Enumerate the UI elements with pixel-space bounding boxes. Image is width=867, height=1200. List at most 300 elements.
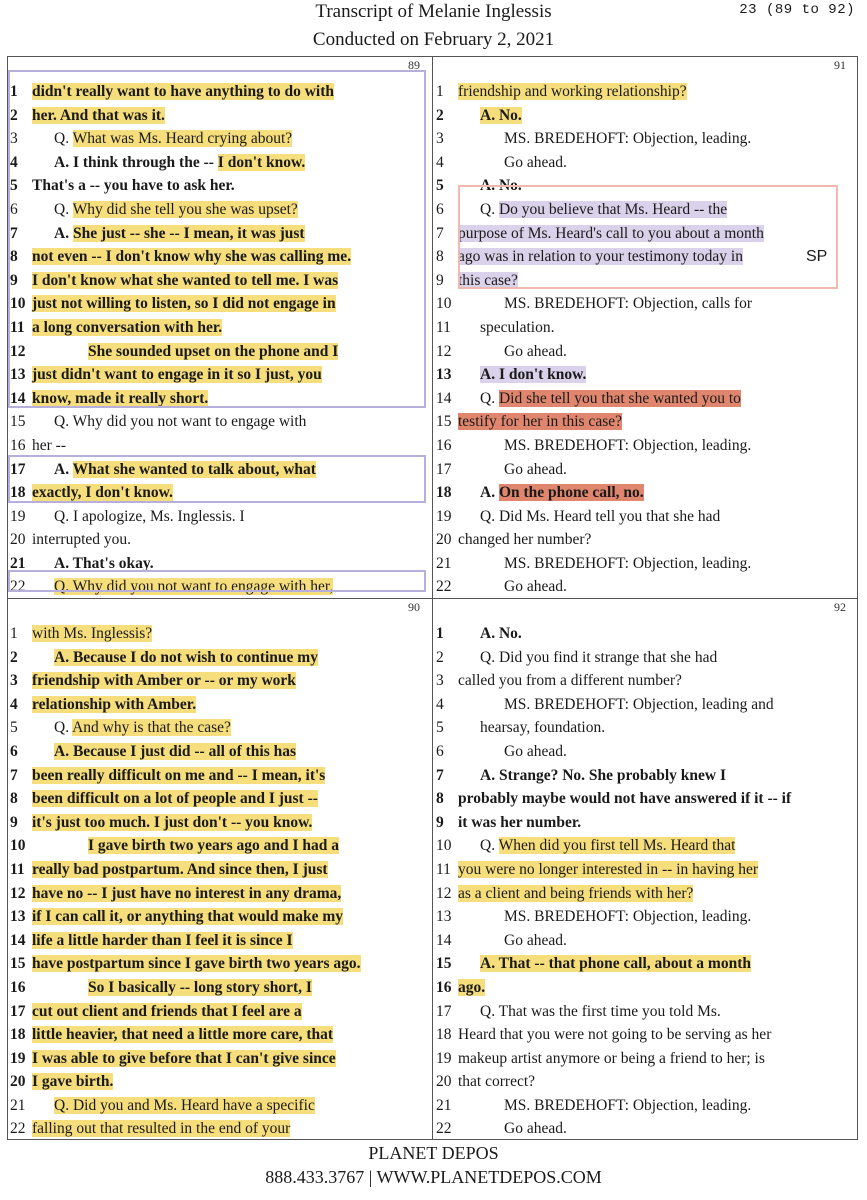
line-text: makeup artist anymore or being a friend to her; is [458,1049,765,1067]
transcript-line [436,292,854,316]
line-body [504,461,567,478]
line-text: Q. Did Ms. Heard tell you that she had [480,507,721,525]
line-body [32,932,293,949]
line-text: Go ahead. [504,931,567,949]
line-number: 10 [436,295,452,313]
line-text: didn't really want to have anything to do with [32,83,335,100]
line-prefix: A. [480,484,499,502]
transcript-line [436,764,854,788]
page-range: 23 (89 to 92) [739,2,855,18]
transcript-line [10,1023,428,1047]
transcript-line [436,1000,854,1024]
line-body [504,555,751,572]
line-number: 5 [10,177,18,195]
line-number: 3 [10,130,18,148]
line-text: have postpartum since I gave birth two years ago. [32,955,361,973]
line-text: Q. That was the first time you told Ms. [480,1002,721,1020]
footer-company: PLANET DEPOS [368,1143,499,1163]
line-prefix: A. [54,460,73,478]
line-text: know, made it really short. [32,389,209,407]
line-text: Go ahead. [504,578,567,596]
transcript-lines [436,80,854,599]
transcript-line [10,410,428,434]
line-number: 13 [436,366,452,384]
line-body [480,508,720,525]
transcript-lines [436,622,854,1141]
transcript-line [436,505,854,529]
line-number: 2 [10,648,18,666]
line-number: 11 [10,318,25,336]
transcript-line [436,1117,854,1141]
line-body [504,908,751,925]
line-body [480,719,605,736]
line-number: 22 [436,578,452,596]
transcript-line [10,834,428,858]
line-prefix: Q. [54,130,73,148]
transcript-line [436,434,854,458]
line-body [480,484,644,501]
line-text: That's a -- you have to ask her. [32,177,235,195]
line-text: relationship with Amber. [32,695,197,713]
line-number: 11 [10,860,25,878]
page-number: 90 [408,600,420,614]
line-body [32,1026,333,1043]
line-text: Did she tell you that she wanted you to [498,389,741,407]
line-body [504,932,567,949]
transcript-line [436,976,854,1000]
transcript-line [10,646,428,670]
transcript-line [436,1094,854,1118]
line-number: 1 [10,83,18,100]
line-number: 17 [436,460,452,478]
line-number: 19 [10,1049,26,1067]
line-body [504,154,567,171]
line-text: her -- [32,436,66,454]
line-number: 18 [10,1026,26,1044]
transcript-line [436,740,854,764]
line-number: 5 [436,719,444,737]
transcript-line [10,811,428,835]
line-number: 22 [10,578,26,596]
line-number: 8 [436,248,444,266]
transcript-line [436,528,854,552]
line-number: 10 [10,837,26,855]
transcript-line [436,127,854,151]
line-number: 5 [436,177,444,195]
line-body [504,437,751,454]
line-text: been difficult on a lot of people and I just -- [32,790,318,808]
transcript-line [10,929,428,953]
transcript-line [436,481,854,505]
line-number: 14 [10,931,26,949]
line-text: a long conversation with her. [32,318,223,336]
line-body [54,413,306,430]
line-prefix: A. I think through the -- [54,153,218,171]
line-body [32,1073,113,1090]
line-number: 16 [10,978,26,996]
line-text: speculation. [480,318,555,336]
line-body [504,696,774,713]
transcript-line [436,410,854,434]
line-body [32,531,131,548]
line-text: this case? [458,271,518,289]
transcript-page-90 [10,602,428,1138]
line-text: Why did she tell you she was upset? [72,200,298,218]
line-number: 18 [436,1026,452,1044]
annotation-box-p89-top [8,70,426,408]
line-body [504,343,567,360]
line-text: A. That -- that phone call, about a month [480,955,752,973]
line-text: life a little harder than I feel it is since I [32,931,293,949]
line-number: 21 [10,1096,26,1114]
line-text: So I basically -- long story short, I [88,978,312,996]
line-text: I don't know. [217,153,306,171]
line-text: MS. BREDEHOFT: Objection, leading. [504,436,752,454]
transcript-line [436,575,854,599]
page-number: 92 [834,600,846,614]
transcript-line [10,1094,428,1118]
line-number: 19 [436,1049,452,1067]
line-body [480,390,741,407]
line-text: A. Because I do not wish to continue my [54,648,318,666]
annotation-box-p89-bottom [8,570,426,592]
line-number: 18 [10,484,26,502]
line-text: testify for her in this case? [458,413,622,431]
line-body [32,696,196,713]
annotation-initials: SP [806,248,828,265]
transcript-line [436,151,854,175]
line-body [32,1050,336,1067]
line-body [458,531,591,548]
line-text: interrupted you. [32,531,132,549]
line-body [32,790,318,807]
transcript-page-92 [436,602,854,1138]
line-text: Go ahead. [504,460,567,478]
transcript-line [10,669,428,693]
line-text: as a client and being friends with her? [458,884,694,902]
transcript-page-91 [436,60,854,596]
line-number: 11 [436,318,451,336]
line-number: 3 [10,672,18,690]
line-number: 2 [10,106,18,124]
line-text: A. Strange? No. She probably knew I [480,766,727,784]
line-number: 14 [436,931,452,949]
line-number: 2 [436,648,444,666]
line-body [32,1120,290,1137]
line-number: 3 [436,672,444,690]
line-text: MS. BREDEHOFT: Objection, leading. [504,554,752,572]
line-text: MS. BREDEHOFT: Objection, leading and [504,695,774,713]
transcript-line [10,976,428,1000]
line-body [54,1097,315,1114]
line-text: with Ms. Inglessis? [32,625,153,642]
line-number: 8 [436,790,444,808]
line-body [480,767,726,784]
line-number: 7 [436,224,444,242]
line-text: I gave birth. [32,1073,114,1091]
line-text: if I can call it, or anything that would make my [32,908,344,926]
line-text: And why is that the case? [72,719,231,737]
line-text: little heavier, that need a little more care, that [32,1026,334,1044]
line-body [480,955,751,972]
line-body [32,437,66,454]
transcript-line [436,905,854,929]
transcript-line [436,363,854,387]
line-body [504,578,567,595]
transcript-title: Transcript of Melanie Inglessis [315,1,552,22]
line-number: 1 [10,625,18,642]
line-number: 15 [10,413,26,431]
line-number: 18 [436,484,452,502]
transcript-line [436,1070,854,1094]
transcript-line [10,1117,428,1141]
line-text: cut out client and friends that I feel are a [32,1002,302,1020]
line-body [458,83,687,100]
line-body [88,979,312,996]
transcript-line [436,316,854,340]
line-text: What was Ms. Heard crying about? [72,130,293,148]
transcript-line [10,434,428,458]
transcript-line [10,787,428,811]
line-prefix: Q. [480,837,499,855]
line-body [32,885,341,902]
transcript-line [436,929,854,953]
line-number: 20 [436,531,452,549]
line-body [458,413,622,430]
transcript-line [10,1047,428,1071]
line-text: her. And that was it. [32,106,165,124]
line-number: 12 [436,884,452,902]
line-number: 10 [436,837,452,855]
line-number: 6 [10,200,18,218]
transcript-line [436,1047,854,1071]
line-text: I was able to give before that I can't give since [32,1049,336,1067]
line-number: 12 [10,342,26,360]
line-text: exactly, I don't know. [32,484,173,502]
line-body [32,955,361,972]
line-text: On the phone call, no. [498,484,644,502]
line-text: Go ahead. [504,742,567,760]
line-text: friendship and working relationship? [458,83,687,100]
transcript-line [436,716,854,740]
line-number: 4 [10,695,18,713]
transcript-line [10,1000,428,1024]
line-number: 9 [436,271,444,289]
line-number: 14 [436,389,452,407]
line-number: 17 [10,1002,26,1020]
transcript-line [436,858,854,882]
transcript-line [436,882,854,906]
transcript-line [10,528,428,552]
transcript-line [10,622,428,646]
line-body [458,861,758,878]
line-text: When did you first tell Ms. Heard that [498,837,736,855]
line-number: 13 [436,908,452,926]
line-number: 1 [436,83,444,100]
transcript-line [436,340,854,364]
transcript-line [436,693,854,717]
line-text: Q. Did you and Ms. Heard have a specific [54,1096,315,1114]
line-number: 21 [436,554,452,572]
line-body [88,837,339,854]
line-prefix: Q. [54,200,73,218]
line-number: 1 [436,625,444,642]
line-prefix: Q. [480,389,499,407]
line-number: 4 [436,153,444,171]
line-body [54,508,245,525]
line-body [54,649,318,666]
line-text: What she wanted to talk about, what [72,460,316,478]
line-body [32,861,328,878]
transcript-line [436,952,854,976]
line-number: 7 [436,766,444,784]
line-number: 4 [10,153,18,171]
line-number: 13 [10,908,26,926]
line-body [480,366,586,383]
line-body [504,130,751,147]
annotation-box-p89-mid [8,455,426,503]
line-text: just not willing to listen, so I did not engage in [32,295,336,313]
line-number: 15 [10,955,26,973]
line-number: 2 [436,106,444,124]
line-number: 22 [10,1120,26,1138]
line-number: 20 [10,531,26,549]
line-number: 9 [10,271,18,289]
line-text: A. Because I just did -- all of this has [54,742,296,760]
line-text: I gave birth two years ago and I had a [88,837,340,855]
line-prefix: Q. [480,200,499,218]
line-number: 20 [10,1073,26,1091]
line-prefix: A. [54,224,73,242]
line-number: 21 [436,1096,452,1114]
line-text: Go ahead. [504,1120,567,1138]
line-number: 9 [10,813,18,831]
line-text: probably maybe would not have answered if it -- if [458,790,792,808]
line-text: that correct? [458,1073,536,1091]
line-body [54,719,231,736]
line-body [504,743,567,760]
line-text: changed her number? [458,531,592,549]
transcript-line [436,811,854,835]
transcript-line [10,905,428,929]
line-text: not even -- I don't know why she was calling me. [32,248,352,266]
line-text: you were no longer interested in -- in having her [458,860,759,878]
line-number: 19 [10,507,26,525]
line-body [32,767,325,784]
transcript-line [436,834,854,858]
line-body [458,1073,535,1090]
line-text: hearsay, foundation. [480,719,606,737]
line-body [54,743,296,760]
transcript-line [436,104,854,128]
line-text: MS. BREDEHOFT: Objection, leading. [504,130,752,148]
line-text: called you from a different number? [458,672,682,690]
line-text: falling out that resulted in the end of your [32,1120,291,1138]
line-number: 21 [10,554,26,572]
line-body [480,837,735,854]
line-text: Go ahead. [504,153,567,171]
line-text: ago. [458,978,486,996]
line-text: it's just too much. I just don't -- you know. [32,813,313,831]
line-number: 14 [10,389,26,407]
line-text: Do you believe that Ms. Heard -- the [498,200,728,218]
line-text: Heard that you were not going to be serving as her [458,1026,772,1044]
line-number: 4 [436,695,444,713]
line-number: 6 [436,742,444,760]
line-body [458,885,693,902]
line-body [458,790,791,807]
transcript-line [10,740,428,764]
line-body [480,107,522,124]
line-body [480,1003,721,1020]
line-body [458,1026,771,1043]
line-text: She sounded upset on the phone and I [88,342,339,360]
line-prefix: Q. [54,719,73,737]
line-text: Q. Did you find it strange that she had [480,648,718,666]
line-number: 17 [10,460,26,478]
line-text: purpose of Ms. Heard's call to you about a month [458,224,764,242]
line-text: MS. BREDEHOFT: Objection, leading. [504,908,752,926]
line-body [32,625,152,642]
line-text: it was her number. [458,813,582,831]
footer-contact: 888.433.3767 | WWW.PLANETDEPOS.COM [265,1167,602,1187]
line-number: 9 [436,813,444,831]
transcript-line [10,882,428,906]
transcript-line [10,764,428,788]
page-number: 91 [834,58,846,72]
line-number: 11 [436,860,451,878]
line-number: 16 [436,978,452,996]
line-text: MS. BREDEHOFT: Objection, calls for [504,295,753,313]
transcript-line [436,80,854,104]
transcript-line [10,858,428,882]
line-body [32,814,312,831]
line-text: been really difficult on me and -- I mean, it's [32,766,326,784]
line-number: 15 [436,955,452,973]
line-body [32,672,296,689]
annotation-box-p91 [458,185,838,289]
transcript-date: Conducted on February 2, 2021 [312,29,555,50]
line-body [504,1120,567,1137]
transcript-line [436,387,854,411]
line-text: A. No. [480,106,522,124]
line-number: 20 [436,1073,452,1091]
transcript-line [436,622,854,646]
transcript-line [436,552,854,576]
line-text: friendship with Amber or -- or my work [32,672,296,690]
line-number: 19 [436,507,452,525]
line-body [458,672,682,689]
line-number: 22 [436,1120,452,1138]
line-number: 17 [436,1002,452,1020]
transcript-line [10,952,428,976]
line-text: MS. BREDEHOFT: Objection, leading. [504,1096,752,1114]
line-number: 16 [10,436,26,454]
line-body [480,625,522,642]
line-body [504,295,752,312]
transcript-line [436,787,854,811]
transcript-lines [10,622,428,1141]
line-text: ago was in relation to your testimony today in [458,248,743,266]
line-number: 6 [436,200,444,218]
page-number: 89 [408,58,420,72]
transcript-line [436,1023,854,1047]
transcript-header [0,0,867,58]
transcript-line [436,458,854,482]
line-number: 3 [436,130,444,148]
line-text: Q. I apologize, Ms. Inglessis. I [54,507,245,525]
line-number: 12 [436,342,452,360]
